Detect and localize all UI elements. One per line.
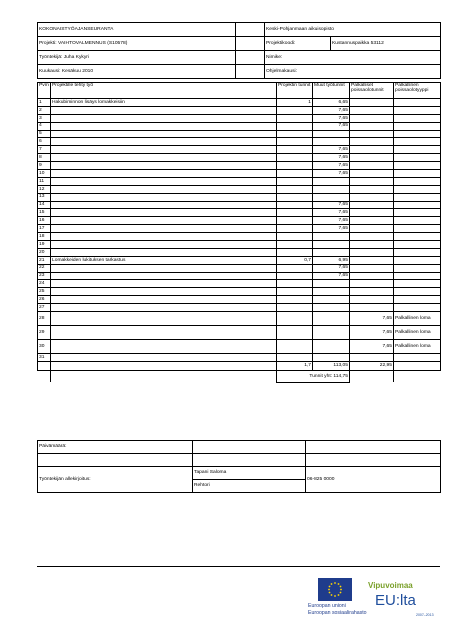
row-day: 31 bbox=[38, 354, 51, 362]
row-day: 10 bbox=[38, 170, 51, 178]
row-work bbox=[51, 201, 277, 209]
row-pay-absence bbox=[350, 296, 394, 304]
row-other-hours bbox=[313, 248, 350, 256]
row-other-hours bbox=[313, 340, 350, 354]
table-row bbox=[38, 272, 441, 280]
row-work bbox=[51, 106, 277, 114]
row-work bbox=[51, 193, 277, 201]
row-pay-absence bbox=[350, 217, 394, 225]
row-pay-absence bbox=[350, 256, 394, 264]
row-day: 18 bbox=[38, 233, 51, 241]
vipu-period: 2007–2013 bbox=[416, 613, 434, 617]
row-work bbox=[51, 138, 277, 146]
row-other-hours bbox=[313, 193, 350, 201]
row-other-hours bbox=[313, 138, 350, 146]
supervisor-title: Rehtori bbox=[193, 480, 306, 493]
row-pay-absence bbox=[350, 185, 394, 193]
row-pay-absence-type bbox=[394, 354, 441, 362]
row-day: 17 bbox=[38, 225, 51, 233]
table-row bbox=[38, 288, 441, 296]
row-pay-absence-type bbox=[394, 296, 441, 304]
row-project-hours bbox=[277, 248, 313, 256]
row-pay-absence bbox=[350, 162, 394, 170]
row-day: 5 bbox=[38, 130, 51, 138]
row-pay-absence bbox=[350, 201, 394, 209]
row-pay-absence-type bbox=[394, 185, 441, 193]
total-pay-absence: 22,95 bbox=[350, 361, 394, 370]
row-other-hours: 7,65 bbox=[313, 201, 350, 209]
signature-table bbox=[37, 440, 441, 493]
row-day: 13 bbox=[38, 193, 51, 201]
row-pay-absence-type bbox=[394, 99, 441, 107]
phone: 06-825 0000 bbox=[306, 467, 441, 493]
page-rule bbox=[37, 566, 440, 567]
programme-label: Ohjelmakausi: bbox=[265, 65, 441, 79]
row-day: 14 bbox=[38, 201, 51, 209]
table-row bbox=[38, 296, 441, 304]
table-row bbox=[38, 185, 441, 193]
row-pay-absence-type bbox=[394, 122, 441, 130]
row-day: 23 bbox=[38, 272, 51, 280]
table-row bbox=[38, 217, 441, 225]
row-work bbox=[51, 280, 277, 288]
row-pay-absence: 7,65 bbox=[350, 312, 394, 326]
table-row bbox=[38, 146, 441, 154]
row-other-hours bbox=[313, 304, 350, 312]
row-pay-absence bbox=[350, 264, 394, 272]
row-project-hours bbox=[277, 130, 313, 138]
row-pay-absence-type: Palkallinen loma bbox=[394, 326, 441, 340]
table-row bbox=[38, 340, 441, 354]
col-work: Projektille tehty työ bbox=[51, 83, 277, 99]
row-work bbox=[51, 146, 277, 154]
eu-line1: Euroopan unioni bbox=[308, 603, 346, 609]
col-project-hours: Projektin tunnit bbox=[277, 83, 313, 99]
row-project-hours bbox=[277, 288, 313, 296]
row-pay-absence bbox=[350, 177, 394, 185]
row-work bbox=[51, 177, 277, 185]
row-other-hours bbox=[313, 288, 350, 296]
row-project-hours bbox=[277, 354, 313, 362]
row-project-hours bbox=[277, 326, 313, 340]
row-work bbox=[51, 312, 277, 326]
row-pay-absence bbox=[350, 241, 394, 249]
row-pay-absence-type bbox=[394, 201, 441, 209]
row-work bbox=[51, 217, 277, 225]
row-project-hours bbox=[277, 340, 313, 354]
row-pay-absence bbox=[350, 193, 394, 201]
project-label: Projekti: VAIHTOVALMENNUS (S10578) bbox=[38, 37, 236, 51]
row-other-hours: 7,65 bbox=[313, 154, 350, 162]
table-row bbox=[38, 106, 441, 114]
row-pay-absence-type bbox=[394, 304, 441, 312]
row-project-hours bbox=[277, 114, 313, 122]
row-pay-absence bbox=[350, 122, 394, 130]
table-row bbox=[38, 241, 441, 249]
table-row bbox=[38, 225, 441, 233]
row-pay-absence-type bbox=[394, 106, 441, 114]
row-pay-absence bbox=[350, 114, 394, 122]
row-pay-absence-type bbox=[394, 170, 441, 178]
row-other-hours bbox=[313, 241, 350, 249]
row-work bbox=[51, 248, 277, 256]
row-day: 28 bbox=[38, 312, 51, 326]
table-row bbox=[38, 177, 441, 185]
col-other-hours: Muut työtunnit bbox=[313, 83, 350, 99]
col-day: Pvm bbox=[38, 83, 51, 99]
row-day: 16 bbox=[38, 217, 51, 225]
row-day: 4 bbox=[38, 122, 51, 130]
row-work bbox=[51, 354, 277, 362]
cost-account: Kustannuspaikka 53112 bbox=[331, 37, 441, 51]
row-day: 19 bbox=[38, 241, 51, 249]
row-project-hours: 0,7 bbox=[277, 256, 313, 264]
row-project-hours bbox=[277, 162, 313, 170]
table-row bbox=[38, 162, 441, 170]
row-pay-absence-type bbox=[394, 114, 441, 122]
total-project-hours: 1,7 bbox=[277, 361, 313, 370]
row-work bbox=[51, 340, 277, 354]
table-row bbox=[38, 233, 441, 241]
row-project-hours bbox=[277, 225, 313, 233]
row-pay-absence bbox=[350, 288, 394, 296]
table-row bbox=[38, 256, 441, 264]
row-other-hours bbox=[313, 130, 350, 138]
row-work: Hakubiminnon lisäys lomakkeisiin bbox=[51, 99, 277, 107]
row-other-hours bbox=[313, 296, 350, 304]
hours-table bbox=[37, 82, 441, 383]
row-other-hours: 7,65 bbox=[313, 272, 350, 280]
row-day: 30 bbox=[38, 340, 51, 354]
header-table bbox=[37, 22, 441, 79]
row-project-hours bbox=[277, 264, 313, 272]
row-project-hours bbox=[277, 296, 313, 304]
signature-label: Työntekijän allekirjoitus: bbox=[38, 467, 193, 493]
row-day: 9 bbox=[38, 162, 51, 170]
row-work bbox=[51, 272, 277, 280]
row-pay-absence-type bbox=[394, 272, 441, 280]
row-pay-absence-type bbox=[394, 154, 441, 162]
table-row bbox=[38, 248, 441, 256]
row-day: 29 bbox=[38, 326, 51, 340]
row-pay-absence-type bbox=[394, 225, 441, 233]
row-other-hours bbox=[313, 185, 350, 193]
row-pay-absence-type bbox=[394, 162, 441, 170]
table-row bbox=[38, 99, 441, 107]
row-day: 12 bbox=[38, 185, 51, 193]
row-pay-absence-type bbox=[394, 130, 441, 138]
row-pay-absence-type: Palkallinen loma bbox=[394, 312, 441, 326]
table-row bbox=[38, 264, 441, 272]
row-day: 1 bbox=[38, 99, 51, 107]
row-day: 11 bbox=[38, 177, 51, 185]
row-other-hours bbox=[313, 280, 350, 288]
title-label: Nimike: bbox=[265, 51, 441, 65]
row-work bbox=[51, 264, 277, 272]
row-work bbox=[51, 304, 277, 312]
table-row bbox=[38, 354, 441, 362]
row-pay-absence-type bbox=[394, 241, 441, 249]
row-project-hours bbox=[277, 106, 313, 114]
row-other-hours: 7,65 bbox=[313, 106, 350, 114]
row-pay-absence-type bbox=[394, 288, 441, 296]
row-pay-absence bbox=[350, 354, 394, 362]
row-pay-absence bbox=[350, 170, 394, 178]
month-label: Kuukausi: Kesäkuu 2010 bbox=[38, 65, 236, 79]
eu-line2: Euroopan sosiaalirahasto bbox=[308, 610, 367, 616]
row-day: 3 bbox=[38, 114, 51, 122]
row-other-hours bbox=[313, 177, 350, 185]
row-work: Lomakkeiden lukituksen tarkastus bbox=[51, 256, 277, 264]
row-pay-absence bbox=[350, 106, 394, 114]
row-pay-absence bbox=[350, 272, 394, 280]
row-pay-absence-type bbox=[394, 193, 441, 201]
row-other-hours: 7,65 bbox=[313, 170, 350, 178]
row-day: 27 bbox=[38, 304, 51, 312]
table-row bbox=[38, 154, 441, 162]
row-other-hours: 7,65 bbox=[313, 114, 350, 122]
row-other-hours: 7,65 bbox=[313, 264, 350, 272]
col-pay-absence-type: Palkallinen poissaolotyyppi bbox=[394, 83, 441, 99]
row-day: 15 bbox=[38, 209, 51, 217]
row-project-hours bbox=[277, 193, 313, 201]
row-other-hours: 7,65 bbox=[313, 162, 350, 170]
supervisor-name: Tapani Saloma bbox=[193, 467, 306, 480]
col-pay-absence: Palkalliset poissaolotunnit bbox=[350, 83, 394, 99]
row-other-hours: 7,65 bbox=[313, 225, 350, 233]
row-day: 7 bbox=[38, 146, 51, 154]
row-project-hours bbox=[277, 233, 313, 241]
row-project-hours bbox=[277, 170, 313, 178]
row-other-hours bbox=[313, 326, 350, 340]
table-row bbox=[38, 130, 441, 138]
row-pay-absence-type bbox=[394, 209, 441, 217]
org-name: KOKONAISTYÖAJANSEURANTA bbox=[38, 23, 236, 37]
row-project-hours bbox=[277, 185, 313, 193]
row-project-hours bbox=[277, 280, 313, 288]
table-row bbox=[38, 304, 441, 312]
row-work bbox=[51, 209, 277, 217]
row-project-hours bbox=[277, 304, 313, 312]
date-label: Päivämäärä: bbox=[38, 441, 193, 454]
row-project-hours bbox=[277, 217, 313, 225]
vipuvoimaa-logo-text: Vipuvoimaa bbox=[368, 581, 413, 590]
row-project-hours bbox=[277, 177, 313, 185]
row-work bbox=[51, 225, 277, 233]
row-pay-absence-type bbox=[394, 146, 441, 154]
row-work bbox=[51, 288, 277, 296]
row-project-hours bbox=[277, 154, 313, 162]
row-work bbox=[51, 296, 277, 304]
row-day: 2 bbox=[38, 106, 51, 114]
row-pay-absence: 7,65 bbox=[350, 340, 394, 354]
table-row bbox=[38, 209, 441, 217]
row-work bbox=[51, 122, 277, 130]
row-pay-absence-type bbox=[394, 177, 441, 185]
table-row bbox=[38, 193, 441, 201]
row-day: 6 bbox=[38, 138, 51, 146]
row-work bbox=[51, 114, 277, 122]
row-day: 22 bbox=[38, 264, 51, 272]
row-other-hours: 7,65 bbox=[313, 217, 350, 225]
row-pay-absence bbox=[350, 225, 394, 233]
row-pay-absence-type bbox=[394, 217, 441, 225]
row-project-hours bbox=[277, 146, 313, 154]
row-pay-absence-type bbox=[394, 233, 441, 241]
row-other-hours: 7,65 bbox=[313, 122, 350, 130]
row-project-hours bbox=[277, 138, 313, 146]
row-project-hours bbox=[277, 201, 313, 209]
row-day: 21 bbox=[38, 256, 51, 264]
row-project-hours bbox=[277, 209, 313, 217]
row-day: 26 bbox=[38, 296, 51, 304]
row-pay-absence bbox=[350, 304, 394, 312]
row-pay-absence-type bbox=[394, 248, 441, 256]
row-pay-absence-type bbox=[394, 138, 441, 146]
worker-label: Työntekijä: Juha Kykyri bbox=[38, 51, 236, 65]
eu-flag-icon bbox=[318, 578, 352, 601]
row-project-hours bbox=[277, 241, 313, 249]
row-work bbox=[51, 241, 277, 249]
row-other-hours: 7,65 bbox=[313, 146, 350, 154]
row-pay-absence bbox=[350, 146, 394, 154]
projectcode-label: Projektikoodi: bbox=[265, 37, 331, 51]
table-row bbox=[38, 201, 441, 209]
row-project-hours: 1 bbox=[277, 99, 313, 107]
row-day: 8 bbox=[38, 154, 51, 162]
row-day: 24 bbox=[38, 280, 51, 288]
row-work bbox=[51, 162, 277, 170]
row-work bbox=[51, 233, 277, 241]
row-pay-absence-type bbox=[394, 264, 441, 272]
row-work bbox=[51, 185, 277, 193]
row-work bbox=[51, 130, 277, 138]
row-other-hours bbox=[313, 354, 350, 362]
total-other-hours: 113,05 bbox=[313, 361, 350, 370]
row-pay-absence bbox=[350, 209, 394, 217]
row-pay-absence-type: Palkallinen loma bbox=[394, 340, 441, 354]
table-row bbox=[38, 326, 441, 340]
row-day: 20 bbox=[38, 248, 51, 256]
row-pay-absence-type bbox=[394, 280, 441, 288]
row-project-hours bbox=[277, 272, 313, 280]
row-pay-absence bbox=[350, 154, 394, 162]
row-pay-absence-type bbox=[394, 256, 441, 264]
row-work bbox=[51, 154, 277, 162]
row-project-hours bbox=[277, 312, 313, 326]
table-row bbox=[38, 312, 441, 326]
row-other-hours bbox=[313, 312, 350, 326]
row-day: 25 bbox=[38, 288, 51, 296]
table-row bbox=[38, 122, 441, 130]
row-project-hours bbox=[277, 122, 313, 130]
row-pay-absence bbox=[350, 99, 394, 107]
table-row bbox=[38, 138, 441, 146]
row-pay-absence bbox=[350, 248, 394, 256]
row-other-hours: 6,95 bbox=[313, 256, 350, 264]
table-row bbox=[38, 280, 441, 288]
row-pay-absence: 7,65 bbox=[350, 326, 394, 340]
eulta-logo-text: EU:lta bbox=[375, 592, 416, 609]
table-row bbox=[38, 114, 441, 122]
row-other-hours: 6,65 bbox=[313, 99, 350, 107]
row-pay-absence bbox=[350, 280, 394, 288]
row-work bbox=[51, 170, 277, 178]
grand-total: Tunnit yht: 114,75 bbox=[277, 370, 350, 382]
school-name: Keski-Pohjanmaan aikuisopisto bbox=[265, 23, 441, 37]
row-work bbox=[51, 326, 277, 340]
row-pay-absence bbox=[350, 138, 394, 146]
table-row bbox=[38, 170, 441, 178]
row-other-hours bbox=[313, 233, 350, 241]
row-pay-absence bbox=[350, 130, 394, 138]
row-other-hours: 7,65 bbox=[313, 209, 350, 217]
row-pay-absence bbox=[350, 233, 394, 241]
